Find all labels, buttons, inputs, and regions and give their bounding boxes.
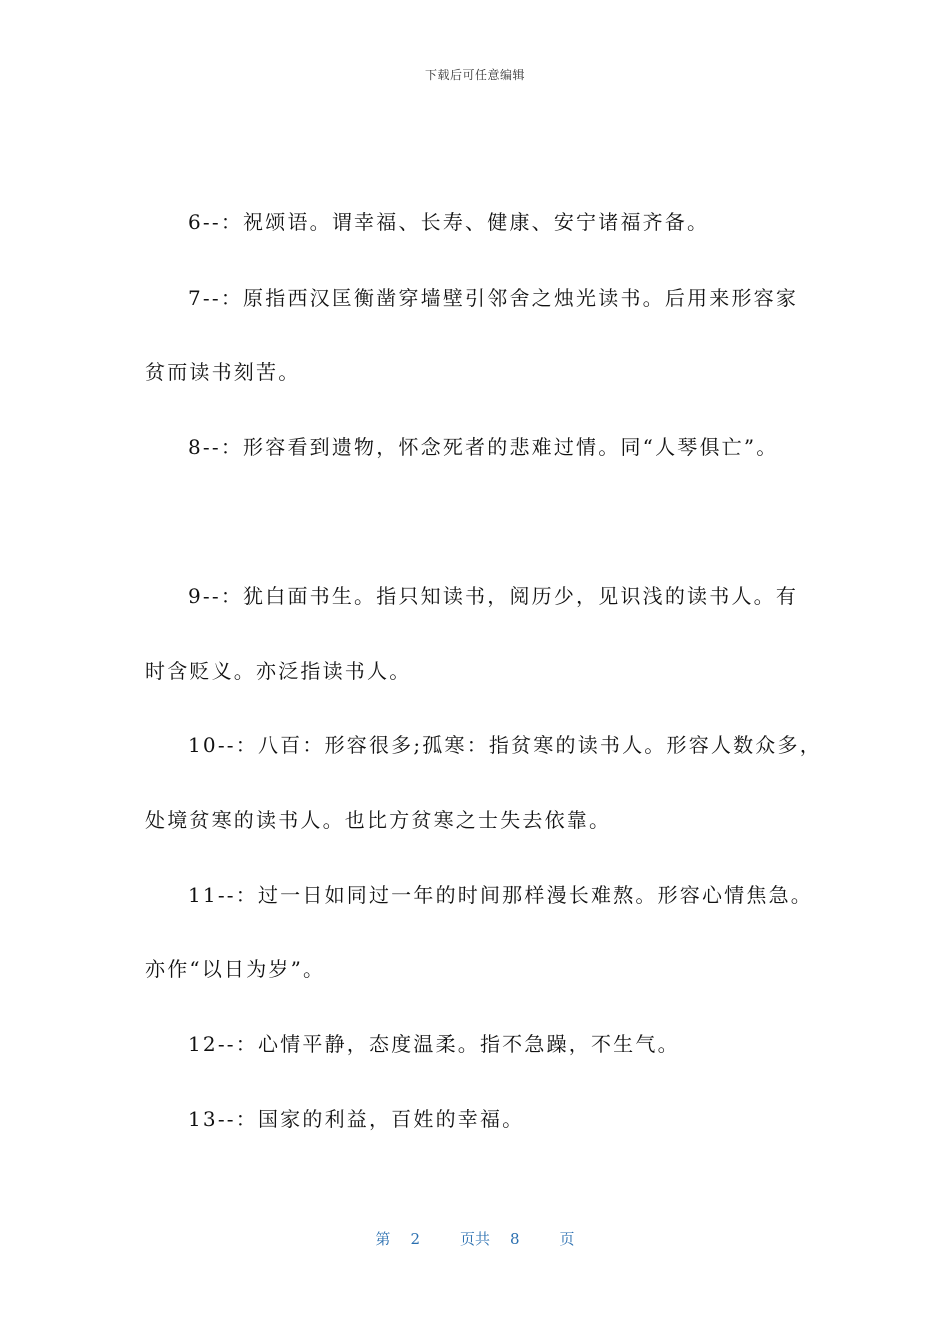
paragraph-12: 12--：心情平静，态度温柔。指不急躁，不生气。 [188, 1032, 680, 1056]
paragraph-13: 13--：国家的利益，百姓的幸福。 [188, 1107, 525, 1131]
paragraph-10-line-1: 10--：八百：形容很多;孤寒：指贫寒的读书人。形容人数众多， [188, 733, 822, 757]
paragraph-6: 6--：祝颂语。谓幸福、长寿、健康、安宁诸福齐备。 [188, 210, 710, 234]
footer-label-di: 第 [375, 1230, 391, 1248]
paragraph-11-line-1: 11--：过一日如同过一年的时间那样漫长难熬。形容心情焦急。 [188, 883, 813, 907]
paragraph-10-line-2: 处境贫寒的读书人。也比方贫寒之士失去依靠。 [145, 808, 612, 832]
paragraph-9-line-1: 9--：犹白面书生。指只知读书，阅历少，见识浅的读书人。有 [188, 584, 799, 608]
paragraph-8: 8--：形容看到遗物，怀念死者的悲难过情。同“人琴俱亡”。 [188, 435, 779, 459]
page-header: 下载后可任意编辑 [424, 68, 525, 82]
paragraph-7-line-1: 7--：原指西汉匡衡凿穿墙壁引邻舍之烛光读书。后用来形容家 [188, 286, 799, 310]
footer-label-ye-gong: 页共 [459, 1230, 490, 1248]
paragraph-11-line-2: 亦作“以日为岁”。 [145, 957, 326, 981]
paragraph-9-line-2: 时含贬义。亦泛指读书人。 [145, 659, 412, 683]
paragraph-7-line-2: 贫而读书刻苦。 [145, 360, 301, 384]
footer-total-pages: 8 [510, 1230, 520, 1248]
page-footer [0, 1228, 950, 1249]
footer-label-ye: 页 [559, 1230, 575, 1248]
footer-current-page: 2 [410, 1230, 420, 1248]
